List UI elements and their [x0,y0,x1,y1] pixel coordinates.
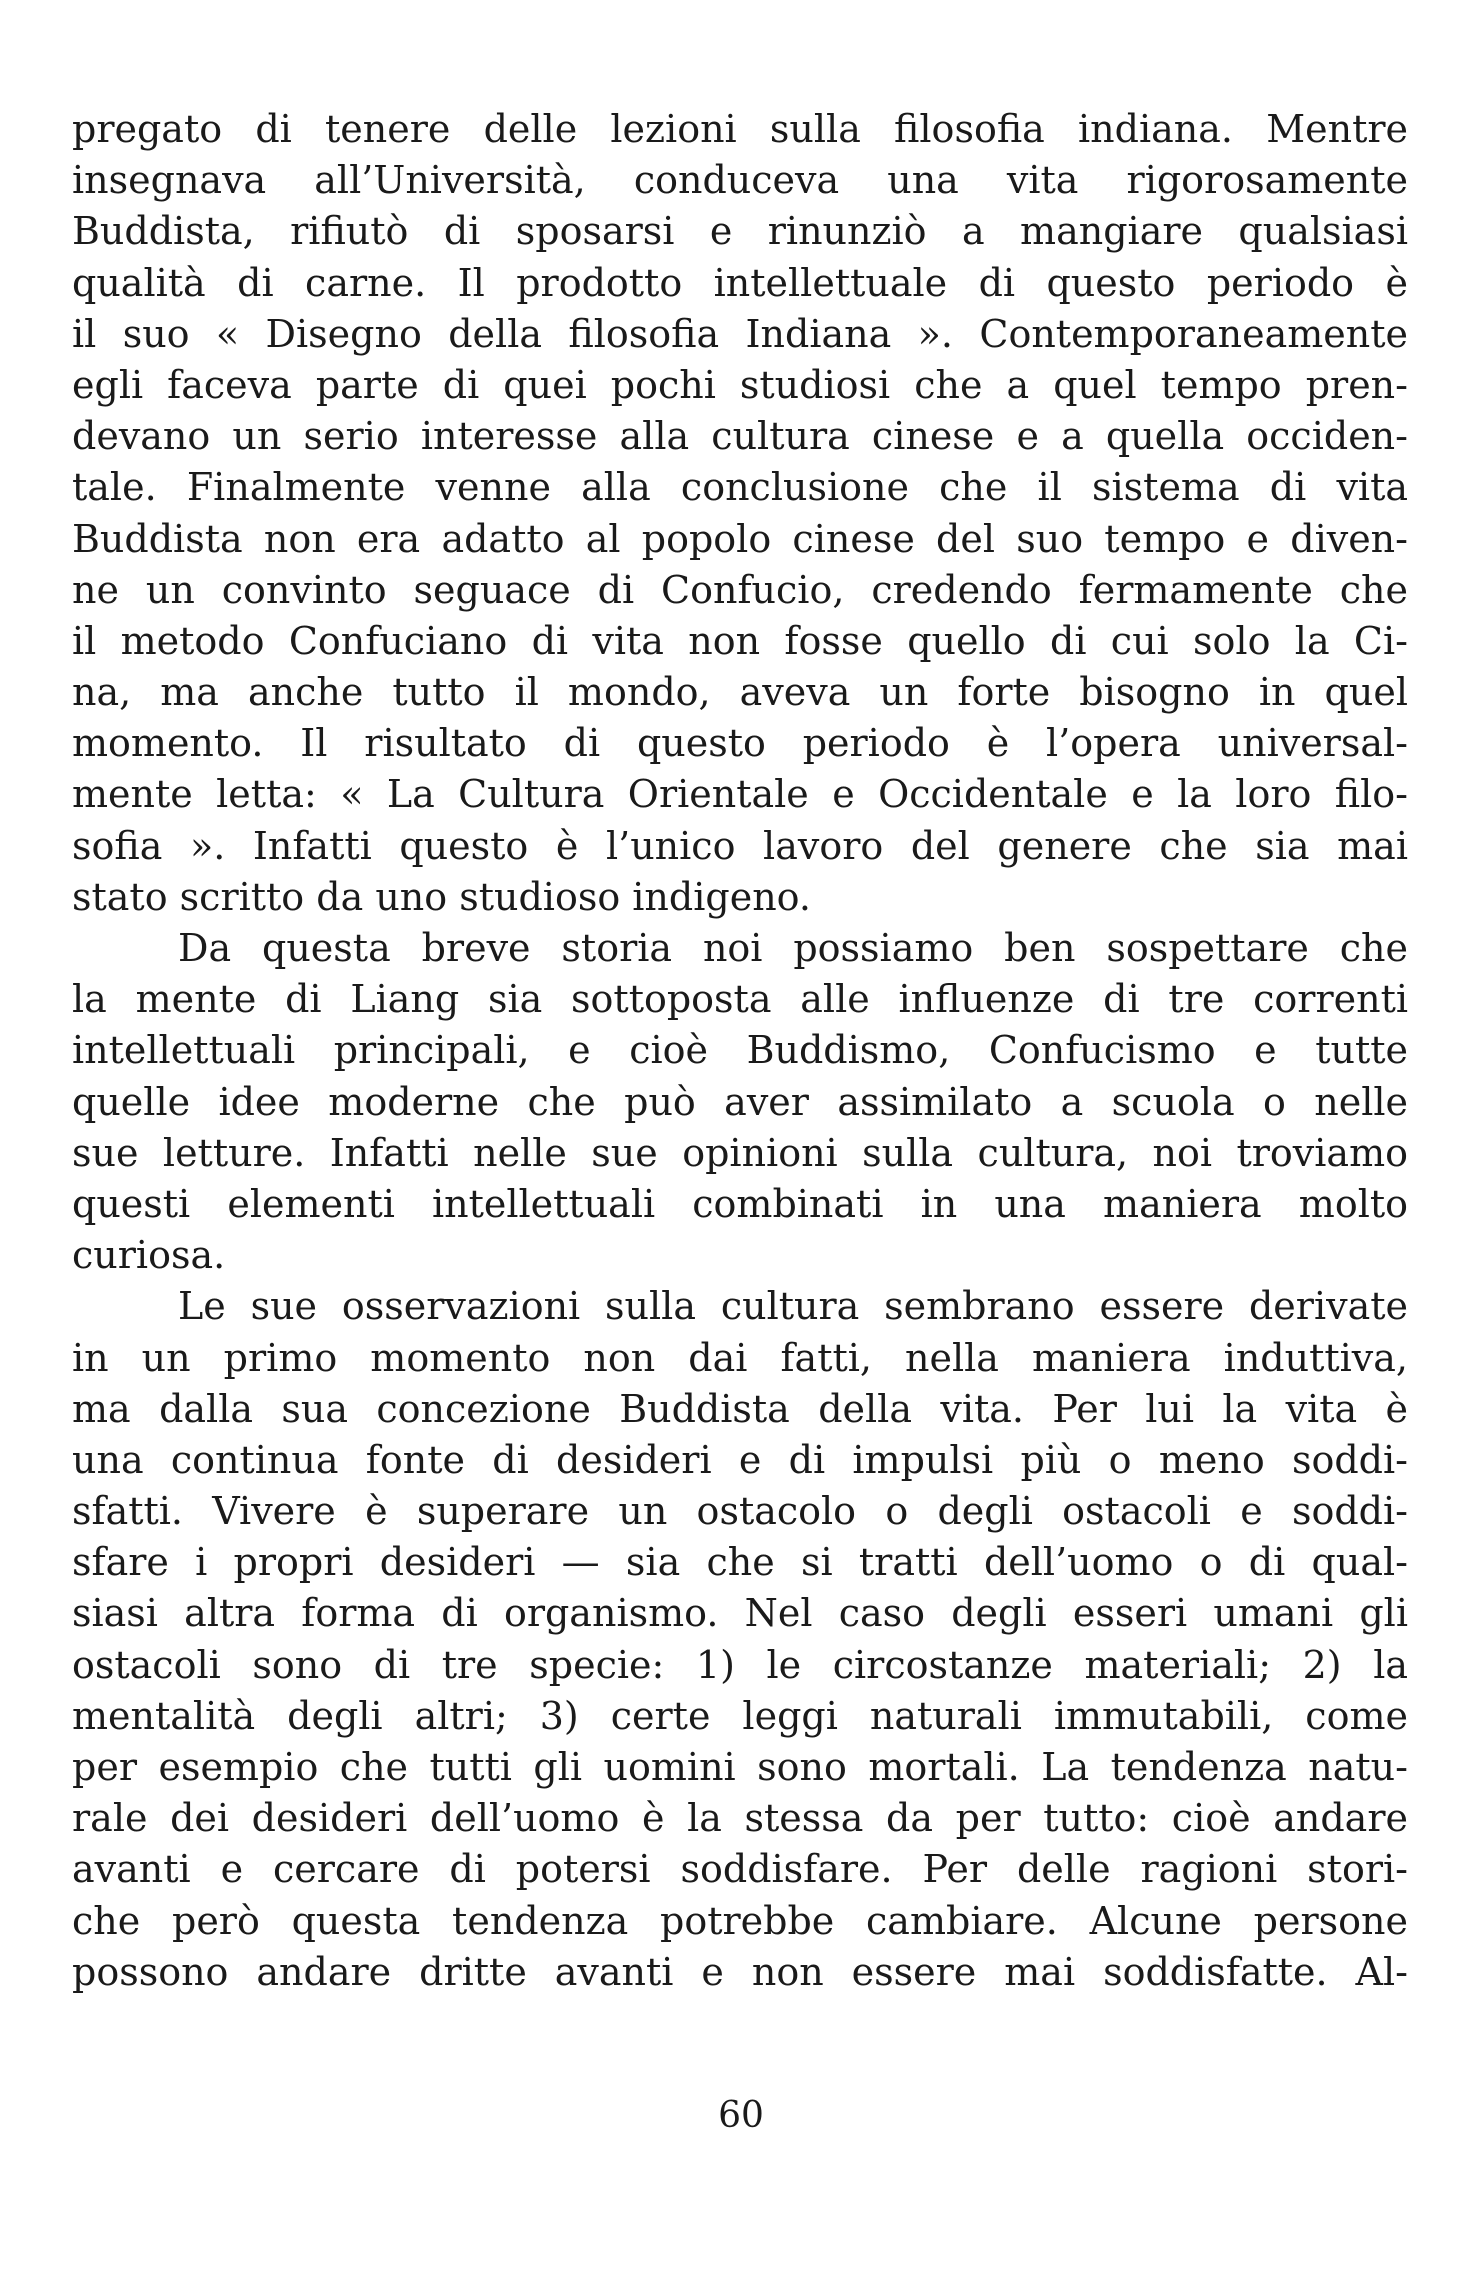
text-line: sue letture. Infatti nelle sue opinioni sulla cultura, noi troviamo [72,1130,1408,1175]
body-text [72,104,1408,1998]
text-line: il metodo Confuciano di vita non fosse quello di cui solo la Ci- [72,618,1408,663]
text-line: mentalità degli altri; 3) certe leggi naturali immutabili, come [72,1693,1408,1738]
text-line: tale. Finalmente venne alla conclusione che il sistema di vita [72,465,1408,510]
text-line: ne un convinto seguace di Confucio, credendo fermamente che [72,567,1408,612]
text-line: per esempio che tutti gli uomini sono mortali. La tendenza natu- [72,1745,1408,1789]
text-line: egli faceva parte di quei pochi studiosi che a quel tempo pren- [72,362,1408,407]
paragraph-end-line: curiosa. [72,1233,226,1278]
text-line: Buddista non era adatto al popolo cinese del suo tempo e diven- [72,516,1408,561]
text-line: intellettuali principali, e cioè Buddismo, Confucismo e tutte [72,1028,1408,1073]
text-line: che però questa tendenza potrebbe cambiare. Alcune persone [72,1898,1408,1943]
text-line: qualità di carne. Il prodotto intellettuale di questo periodo è [72,260,1408,305]
paragraph-end-line: stato scritto da uno studioso indigeno. [72,874,811,919]
text-line: rale dei desideri dell’uomo è la stessa da per tutto: cioè andare [72,1796,1408,1841]
text-line: questi elementi intellettuali combinati in una maniera molto [72,1181,1408,1226]
text-line: la mente di Liang sia sottoposta alle influenze di tre correnti [72,977,1408,1022]
text-line: sfatti. Vivere è superare un ostacolo o degli ostacoli e soddi- [72,1489,1408,1534]
text-line: sofia ». Infatti questo è l’unico lavoro del genere che sia mai [72,823,1408,868]
paragraph-start-line: Da questa breve storia noi possiamo ben sospettare che [178,926,1408,970]
text-line: mente letta: « La Cultura Orientale e Occidentale e la loro filo- [72,772,1408,817]
text-line: na, ma anche tutto il mondo, aveva un forte bisogno in quel [72,670,1408,715]
text-line: in un primo momento non dai fatti, nella maniera induttiva, [72,1335,1408,1380]
text-line: siasi altra forma di organismo. Nel caso degli esseri umani gli [72,1591,1408,1636]
text-line: pregato di tenere delle lezioni sulla filosofia indiana. Mentre [72,107,1408,151]
text-line: ostacoli sono di tre specie: 1) le circostanze materiali; 2) la [72,1642,1408,1687]
text-line: una continua fonte di desideri e di impulsi più o meno soddi- [72,1437,1408,1482]
text-line: Buddista, rifiutò di sposarsi e rinunziò a mangiare qualsiasi [72,209,1408,254]
text-line: momento. Il risultato di questo periodo è l’opera universal- [72,721,1408,766]
text-line: possono andare dritte avanti e non essere mai soddisfatte. Al- [72,1949,1408,1994]
text-line: insegnava all’Università, conduceva una vita rigorosamente [72,158,1408,203]
text-line: avanti e cercare di potersi soddisfare. Per delle ragioni stori- [72,1847,1408,1892]
page-number: 60 [718,2095,764,2136]
text-line: sfare i propri desideri — sia che si tratti dell’uomo o di qual- [72,1540,1408,1585]
text-line: il suo « Disegno della filosofia Indiana ». Contemporaneamente [72,311,1408,356]
paragraph-start-line: Le sue osservazioni sulla cultura sembrano essere derivate [178,1284,1408,1329]
text-line: devano un serio interesse alla cultura cinese e a quella occiden- [72,414,1408,459]
text-line: quelle idee moderne che può aver assimilato a scuola o nelle [72,1079,1408,1124]
text-line: ma dalla sua concezione Buddista della vita. Per lui la vita è [72,1386,1408,1431]
